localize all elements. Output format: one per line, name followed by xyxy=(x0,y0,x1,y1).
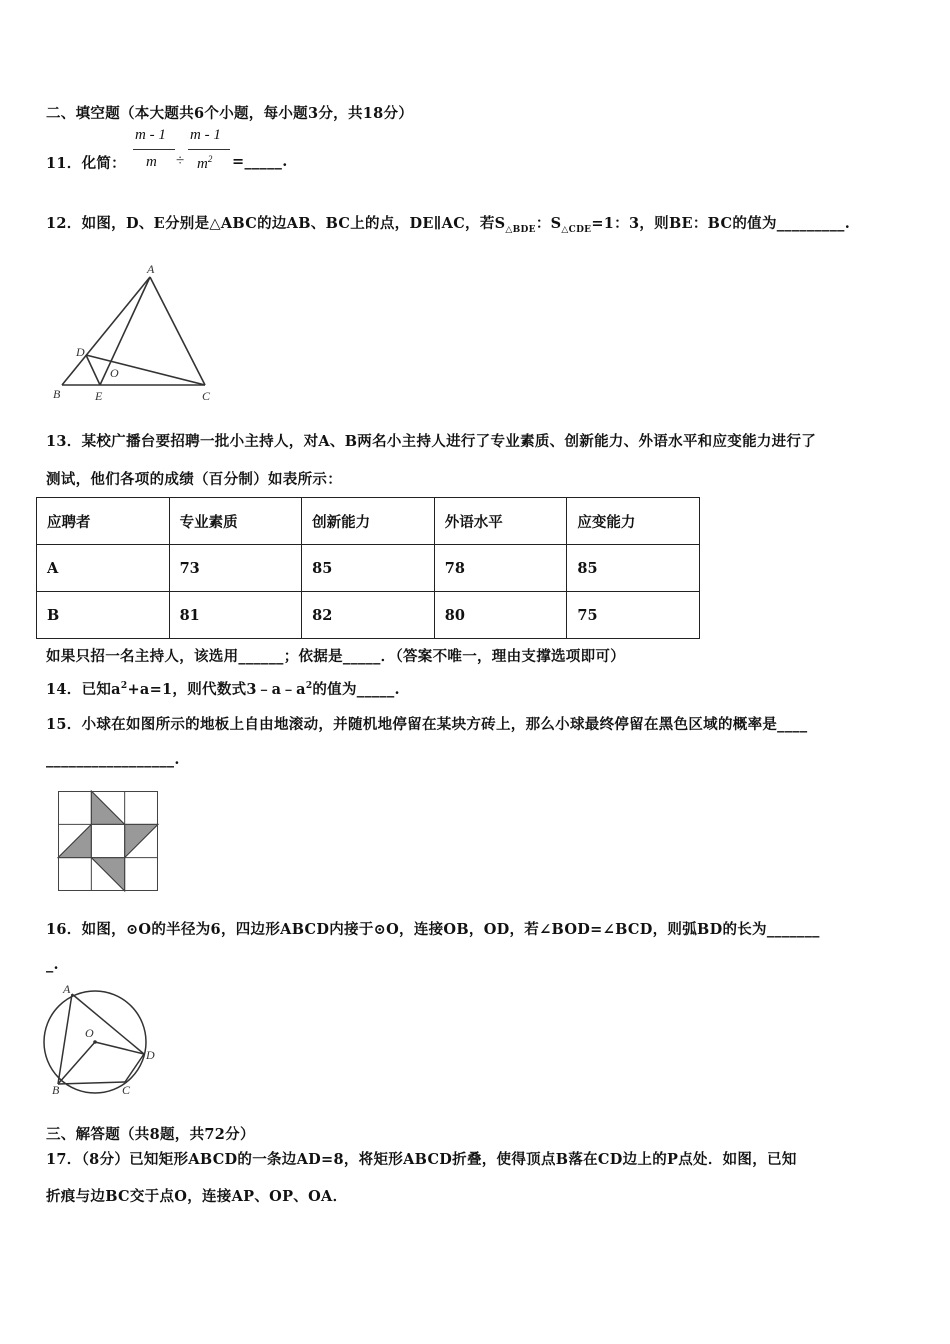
q17-line-1: 17．（8分）已知矩形ABCD的一条边AD=8，将矩形ABCD折叠，使得顶点B落在CD边上的P点处．如图，已知 xyxy=(46,1151,797,1168)
q11-divide-sign: ÷ xyxy=(176,153,185,169)
q16-circle-figure xyxy=(40,982,165,1097)
q11-label: 11．化简： xyxy=(46,155,126,172)
q14-text: 14．已知$a^2+a=1$，则代数式$3﹣a﹣a^2$的值为_____. xyxy=(46,681,400,698)
segment-de xyxy=(86,355,100,385)
table-cell: 85 xyxy=(302,545,435,592)
label-c: C xyxy=(202,389,211,403)
label-d: D xyxy=(146,1048,155,1062)
q15-line-2: _________________. xyxy=(46,751,180,768)
table-cell: 81 xyxy=(169,592,302,639)
q11-answer: =_____. xyxy=(232,153,288,170)
q11-frac2-denominator: $m^2$ xyxy=(197,154,213,172)
table-cell: 80 xyxy=(434,592,567,639)
table-header-cell: 应聘者 xyxy=(37,498,170,545)
segment-dc xyxy=(86,355,205,385)
segment-bc xyxy=(58,1082,125,1084)
q11-frac1-numerator: m - 1 xyxy=(135,127,166,143)
section-3-title: 三、解答题（共8题，共72分） xyxy=(46,1126,255,1143)
label-d: D xyxy=(76,345,85,359)
label-a: A xyxy=(63,982,71,996)
table-cell: B xyxy=(37,592,170,639)
label-a: A xyxy=(147,262,155,276)
q16-line-2: _. xyxy=(46,956,59,973)
table-cell: 82 xyxy=(302,592,435,639)
table-row xyxy=(37,545,700,592)
table-header-row xyxy=(37,498,700,545)
shaded-triangle xyxy=(91,858,124,891)
q16-line-1: 16．如图，⊙O的半径为6，四边形ABCD内接于⊙O，连接OB，OD，若∠BOD=∠BCD，则弧BD的长为_______ xyxy=(46,921,820,938)
table-header-cell: 应变能力 xyxy=(567,498,700,545)
floor-border xyxy=(59,792,158,891)
shaded-triangle xyxy=(125,824,158,857)
center-point xyxy=(93,1040,97,1044)
table-cell: 73 xyxy=(169,545,302,592)
shaded-triangle xyxy=(58,824,91,857)
table-row xyxy=(37,592,700,639)
shaded-triangle xyxy=(91,791,124,824)
table-header-cell: 创新能力 xyxy=(302,498,435,545)
q11-frac1-bar xyxy=(133,149,175,150)
section-2-title: 二、填空题（本大题共6个小题，每小题3分，共18分） xyxy=(46,105,414,122)
table-header-cell: 外语水平 xyxy=(434,498,567,545)
q17-line-2: 折痕与边BC交于点O，连接AP、OP、OA． xyxy=(46,1188,348,1205)
label-e: E xyxy=(95,389,103,403)
q11-frac1-denominator: m xyxy=(146,154,157,170)
table-cell: 78 xyxy=(434,545,567,592)
label-c: C xyxy=(122,1083,131,1097)
q12-triangle-figure xyxy=(50,262,220,404)
table-cell: 75 xyxy=(567,592,700,639)
label-o: O xyxy=(85,1026,94,1040)
segment-cd xyxy=(125,1054,144,1082)
q11-frac2-bar xyxy=(188,149,230,150)
q15-tile-floor-figure xyxy=(58,791,158,891)
segment-ac xyxy=(150,277,205,385)
table-cell: 85 xyxy=(567,545,700,592)
q13-line-2: 测试，他们各项的成绩（百分制）如表所示： xyxy=(46,471,342,488)
q15-line-1: 15．小球在如图所示的地板上自由地滚动，并随机地停留在某块方砖上，那么小球最终停留在黑色区域的概率是____ xyxy=(46,716,808,733)
table-cell: A xyxy=(37,545,170,592)
label-o: O xyxy=(110,366,119,380)
q13-follow-up: 如果只招一名主持人，该选用______；依据是_____．（答案不唯一，理由支撑选项即可） xyxy=(46,648,625,665)
q11-frac2-numerator: m - 1 xyxy=(190,127,221,143)
q12-text: 12．如图，D、E分别是△ABC的边AB、BC上的点，DE∥AC，若$S_{\triangle BDE}$：$S_{\triangle CDE}=1$：3，则BE：BC的值为_________. xyxy=(46,215,851,235)
segment-ab xyxy=(62,277,150,385)
q13-line-1: 13．某校广播台要招聘一批小主持人，对A、B两名小主持人进行了专业素质、创新能力、外语水平和应变能力进行了 xyxy=(46,433,817,450)
score-table xyxy=(36,497,700,639)
label-b: B xyxy=(52,1083,60,1097)
label-b: B xyxy=(53,387,61,401)
table-header-cell: 专业素质 xyxy=(169,498,302,545)
